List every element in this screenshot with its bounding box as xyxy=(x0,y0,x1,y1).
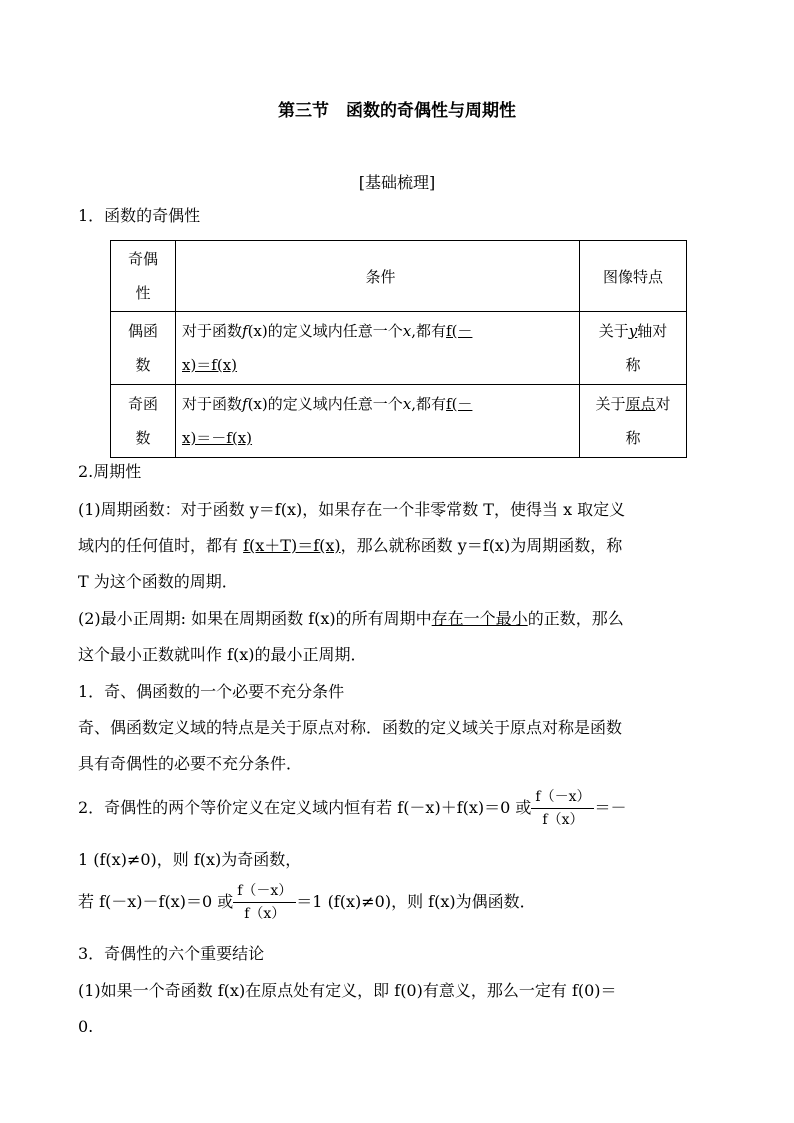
section-subtitle: [基础梳理] xyxy=(358,173,436,192)
para-periodic-3: T 为这个函数的周期． xyxy=(78,572,238,591)
para-periodic-2: 域内的任何值时，都有 f(x＋T)＝f(x)，那么就称函数 y＝f(x)为周期函数，称 xyxy=(78,536,623,555)
para-odd-result: 1 (f(x)≠0)，则 f(x)为奇函数， xyxy=(78,850,302,869)
header-cell-graph: 图像特点 xyxy=(580,241,687,312)
para-condition-1: 奇、偶函数定义域的特点是关于原点对称．函数的定义域关于原点对称是函数 xyxy=(78,718,623,737)
heading-periodicity: 2.周期性 xyxy=(78,462,142,481)
cell-odd-condition: 对于函数f(x)的定义域内任意一个x,都有f(－ x)＝－f(x) xyxy=(176,385,580,458)
para-conclusion-1b: 0. xyxy=(78,1017,94,1036)
para-condition-2: 具有奇偶性的必要不充分条件． xyxy=(78,754,303,773)
table-row-odd xyxy=(111,385,687,458)
header-cell-type: 奇偶 性 xyxy=(111,241,176,312)
para-conclusion-1: (1)如果一个奇函数 f(x)在原点处有定义，即 f(0)有意义，那么一定有 f(0)＝ xyxy=(78,981,617,1000)
table-header-row xyxy=(111,241,687,312)
cell-odd-graph: 关于原点对 称 xyxy=(580,385,687,458)
heading-condition: 1．奇、偶函数的一个必要不充分条件 xyxy=(78,682,345,701)
cell-even-label: 偶函 数 xyxy=(111,312,176,385)
fraction-odd: $\frac{f(-x)}{f(x)}$ xyxy=(531,786,594,831)
fraction-even: $\frac{f(-x)}{f(x)}$ xyxy=(233,880,296,925)
cell-even-condition: 对于函数f(x)的定义域内任意一个x,都有f(－ x)＝f(x) xyxy=(176,312,580,385)
heading-conclusions: 3．奇偶性的六个重要结论 xyxy=(78,944,265,963)
heading-parity: 1．函数的奇偶性 xyxy=(78,206,201,225)
table-row-even xyxy=(111,312,687,385)
para-min-period-1: (2)最小正周期: 如果在周期函数 f(x)的所有周期中存在一个最小的正数，那么 xyxy=(78,609,624,628)
cell-odd-label: 奇函 数 xyxy=(111,385,176,458)
page-title: 第三节 函数的奇偶性与周期性 xyxy=(278,101,516,121)
para-even-def: 若 f(－x)－f(x)＝0 或 $\frac{f(-x)}{f(x)}$ ＝1 (f(x)≠0)，则 f(x)为偶函数． xyxy=(78,874,536,930)
para-min-period-2: 这个最小正数就叫作 f(x)的最小正周期． xyxy=(78,645,367,664)
parity-table xyxy=(110,240,687,458)
para-equivalent-def: 2．奇偶性的两个等价定义在定义域内恒有若 f(－x)＋f(x)＝0 或 $\frac{f(-x)}{f(x)}$ ＝－ xyxy=(78,786,627,831)
para-periodic-1: (1)周期函数：对于函数 y＝f(x)，如果存在一个非零常数 T，使得当 x 取定义 xyxy=(78,500,626,519)
cell-even-graph: 关于y轴对 称 xyxy=(580,312,687,385)
header-cell-condition: 条件 xyxy=(176,241,580,312)
